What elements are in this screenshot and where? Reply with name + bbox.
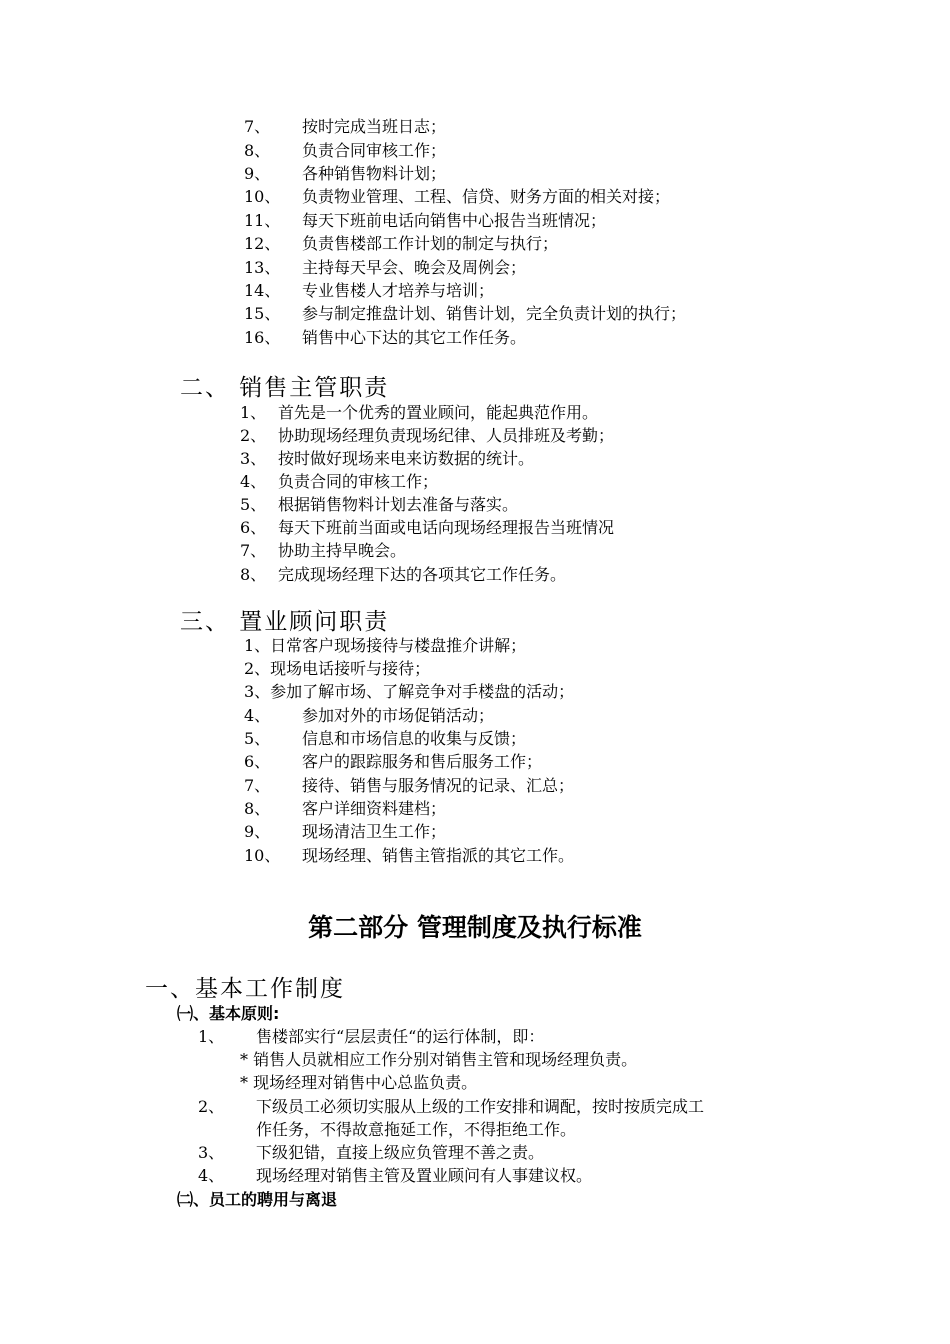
list-item: 1、日常客户现场接待与楼盘推介讲解； (244, 636, 527, 655)
part-title: 第二部分 管理制度及执行标准 (308, 913, 642, 942)
list-item: 3、参加了解市场、了解竞争对手楼盘的活动； (244, 682, 575, 701)
bullet-item: * 现场经理对销售中心总监负责。 (240, 1073, 478, 1092)
subheading-hiring-and-leaving: ㈡、员工的聘用与离退 (177, 1190, 338, 1209)
section-heading-basic-system: 一、基本工作制度 (145, 976, 345, 1002)
bullet-item: * 销售人员就相应工作分别对销售主管和现场经理负责。 (240, 1050, 638, 1069)
section-heading-sales-supervisor: 二、 销售主管职责 (180, 375, 390, 401)
subheading-basic-principles: ㈠、基本原则: (177, 1004, 280, 1023)
section-heading-property-consultant: 三、 置业顾问职责 (180, 609, 390, 635)
list-item: 2、现场电话接听与接待； (244, 659, 431, 678)
list-item-continuation: 作任务，不得故意拖延工作，不得拒绝工作。 (256, 1120, 577, 1139)
